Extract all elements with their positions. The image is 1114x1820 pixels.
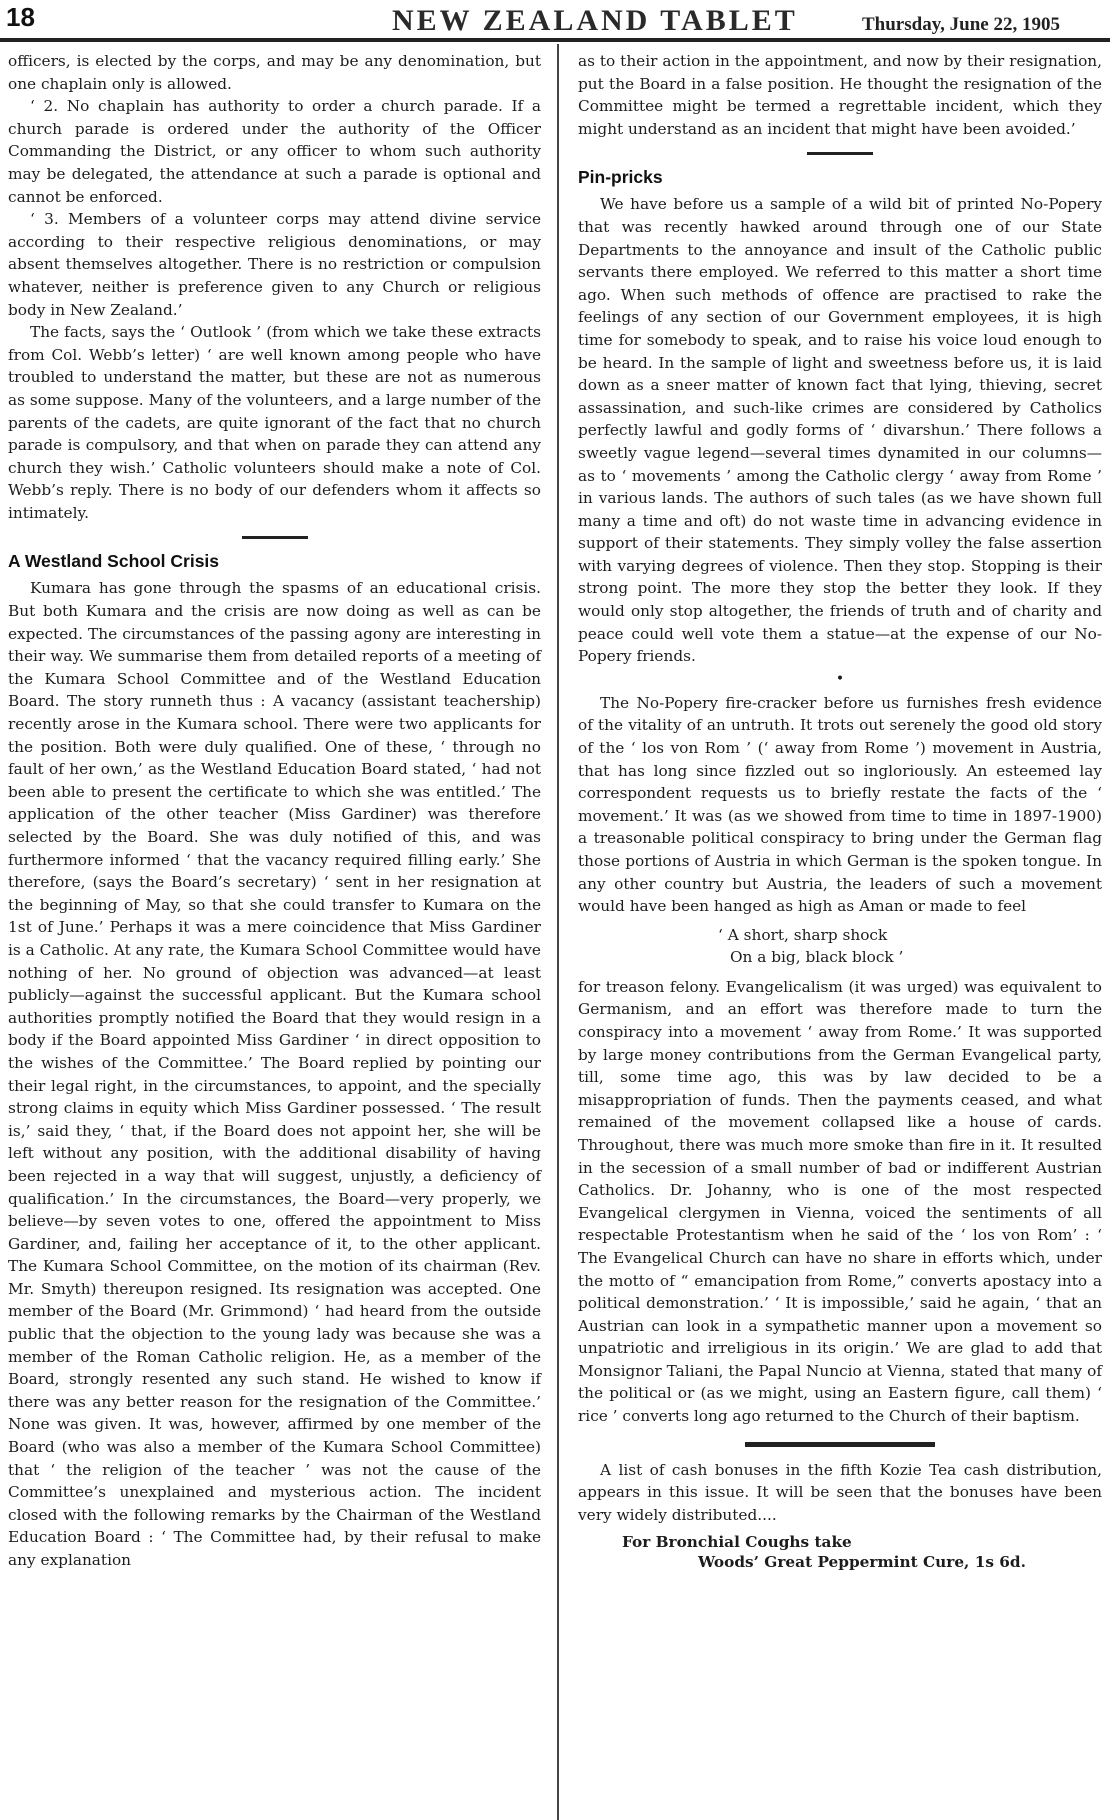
paragraph-rule-2: ‘ 2. No chaplain has authority to order a church parade. If a church parade is ordered under the authority of the Officer Commanding the District, or any officer to whom such authority may be delegated, the attendance at such a parade is optional and cannot be enforced. <box>8 97 541 206</box>
pin-pricks-body-2 <box>578 692 1102 918</box>
heading-westland-school-crisis: A Westland School Crisis <box>8 551 220 572</box>
left-article-body <box>8 50 541 524</box>
page-number: 18 <box>6 2 35 32</box>
westland-article-body <box>8 577 541 1571</box>
verse-quote <box>718 924 1102 968</box>
right-continuation <box>578 50 1102 140</box>
paragraph-pin-pricks-3: for treason felony. Evangelicalism (it was urged) was equivalent to Germanism, and an effort was therefore made to turn the conspiracy into a movement ‘ away from Rome.’ It was supported by large money contributions from the German Evangelical party, till, some time ago, this was by law decided to be a misappropriation of funds. Then the payments ceased, and what remained of the movement collapsed like a house of cards. Throughout, there was much more smoke than fire in it. It resulted in the secession of a small number of bad or indifferent Austrian Catholics. Dr. Johanny, who is one of the most respected Evangelical clergymen in Vienna, voiced the sentiments of all respectable Protestantism when he said of the ‘ los von Rom’ : ‘ The Evangelical Church can have no share in efforts which, under the motto of “ emancipation from Rome,” converts apostacy into a political demonstration.’ ‘ It is impossible,’ said he again, ‘ that an Austrian can look in a sympathetic manner upon a movement so unpatriotic and irreligious in its origin.’ We are glad to add that Monsignor Taliani, the Papal Nuncio at Vienna, stated that many of the political or (as we might, using an Eastern figure, call them) ‘ rice ’ converts long ago returned to the Church of their baptism. <box>578 977 1102 1426</box>
right-column <box>578 50 1102 1572</box>
ad-line-2: Woods’ Great Peppermint Cure, 1s 6d. <box>698 1553 1026 1572</box>
verse-line-1: ‘ A short, sharp shock <box>718 925 888 944</box>
ad-line-1: For Bronchial Coughs take <box>622 1533 852 1552</box>
pin-pricks-body-3 <box>578 976 1102 1428</box>
heading-pin-pricks: Pin-pricks <box>578 167 663 188</box>
paragraph-pin-pricks-1: We have before us a sample of a wild bit of printed No-Popery that was recently hawked around through one of our State Departments to the annoyance and insult of the Catholic public servants there employed. We referred to this matter a short time ago. When such methods of offence are practised to rake the feelings of any section of our Government employees, it is high time for somebody to speak, and to raise his voice loud enough to be heard. In the sample of light and sweetness before us, it is laid down as a sneer matter of known fact that lying, thieving, secret assassination, and such-like crimes are considered by Catholics perfectly lawful and godly forms of ‘ divarshun.’ There follows a sweetly vague legend—several times dynamited in our columns—as to ‘ movements ’ among the Catholic clergy ‘ away from Rome ’ in various lands. The authors of such tales (as we have shown full many a time and oft) do not waste time in advancing evidence in support of their statements. They simply volley the false assertion with varying degrees of violence. Then they stop. Stopping is their strong point. The more they stop the better they look. If they would only stop altogether, the friends of truth and of charity and peace could well vote them a statue—at the expense of our No-Popery friends. <box>578 195 1102 666</box>
header-rule <box>0 38 1110 42</box>
section-rule <box>242 536 308 539</box>
pin-pricks-body <box>578 193 1102 667</box>
issue-date: Thursday, June 22, 1905 <box>862 14 1060 35</box>
paragraph-pin-pricks-2: The No-Popery fire-cracker before us furnishes fresh evidence of the vitality of an untruth. It trots out serenely the good old story of the ‘ los von Rom ’ (‘ away from Rome ’) movement in Austria, that has long since fizzled out so ingloriously. An esteemed lay correspondent requests us to briefly restate the facts of the ‘ movement.’ It was (as we showed from time to time in 1897-1900) a treasonable political conspiracy to bring under the German flag those portions of Austria in which German is the spoken tongue. In any other country but Austria, the leaders of such a movement would have been hanged as high as Aman or made to feel <box>578 693 1102 916</box>
advertisement <box>578 1532 1102 1572</box>
page-header <box>0 0 1114 40</box>
left-column <box>8 50 541 1572</box>
paragraph-continuation: as to their action in the appointment, and now by their resignation, put the Board in a false position. He thought the resignation of the Committee might be termed a regrettable incident, which they might understand as an incident that might have been avoided.’ <box>578 52 1102 138</box>
masthead-title: NEW ZEALAND TABLET <box>392 4 798 37</box>
section-separator: • <box>835 670 845 687</box>
section-rule <box>807 152 873 155</box>
column-divider <box>557 44 559 1820</box>
paragraph-westland: Kumara has gone through the spasms of an educational crisis. But both Kumara and the crisis are now doing as well as can be expected. The circumstances of the passing agony are interesting in their way. We summarise them from detailed reports of a meeting of the Kumara School Committee and of the Westland Education Board. The story runneth thus : A vacancy (assistant teachership) recently arose in the Kumara school. There were two applicants for the position. Both were duly qualified. One of these, ‘ through no fault of her own,’ as the Westland Education Board stated, ‘ had not been able to present the certificate to which she was entitled.’ The application of the other teacher (Miss Gardiner) was therefore selected by the Board. She was duly notified of this, and was furthermore informed ‘ that the vacancy required filling early.’ She therefore, (says the Board’s secretary) ‘ sent in her resignation at the beginning of May, so that she could transfer to Kumara on the 1st of June.’ Perhaps it was a mere coincidence that Miss Gardiner is a Catholic. At any rate, the Kumara School Committee would have nothing of her. No ground of objection was advanced—at least publicly—against the successful applicant. But the Kumara school authorities promptly notified the Board that they would resign in a body if the Board appointed Miss Gardiner ‘ in direct opposition to the wishes of the Committee.’ The Board replied by pointing our their legal right, in the circumstances, to appoint, and the specially strong claims in equity which Miss Gardiner possessed. ‘ The result is,’ said they, ‘ that, if the Board does not appoint her, she will be left without any position, with the additional disability of having been rejected in a way that will suggest, unjustly, a deficiency of qualification.’ In the circumstances, the Board—very properly, we believe—by seven votes to one, offered the appointment to Miss Gardiner, and, failing her acceptance of it, to the other applicant. The Kumara School Committee, on the motion of its chairman (Rev. Mr. Smyth) thereupon resigned. Its resignation was accepted. One member of the Board (Mr. Grimmond) ‘ had heard from the outside public that the objection to the young lady was because she was a member of the Roman Catholic religion. He, as a member of the Board, strongly resented any such stand. He wished to know if there was any better reason for the resignation of the Committee.’ None was given. It was, however, affirmed by one member of the Board (who was also a member of the Kumara School Committee) that ‘ the religion of the teacher ’ was not the cause of the Committee’s unexplained and mysterious action. The incident closed with the following remarks by the Chairman of the Westland Education Board : ‘ The Committee had, by their refusal to make any explanation <box>8 579 541 1569</box>
paragraph-rule-3: ‘ 3. Members of a volunteer corps may attend divine service according to their respective religious denominations, or may absent themselves altogether. There is no restriction or compulsion whatever, neither is preference given to any Church or religious body in New Zealand.’ <box>8 210 541 319</box>
paragraph-kozie-notice: A list of cash bonuses in the fifth Kozie Tea cash distribution, appears in this issue. It will be seen that the bonuses have been very widely distributed.... <box>578 1460 1102 1524</box>
verse-line-2: On a big, black block ’ <box>730 947 904 966</box>
double-rule <box>745 1442 935 1447</box>
notice-block <box>578 1459 1102 1527</box>
paragraph-intro: officers, is elected by the corps, and may be any denomination, but one chaplain only is allowed. <box>8 52 541 93</box>
paragraph-facts: The facts, says the ‘ Outlook ’ (from which we take these extracts from Col. Webb’s letter) ‘ are well known among people who have troubled to understand the matter, but these are not as numerous as some suppose. Many of the volunteers, and a large number of the parents of the cadets, are quite ignorant of the fact that no church parade is compulsory, and that when on parade they can attend any church they wish.’ Catholic volunteers should make a note of Col. Webb’s reply. There is no body of our defenders whom it affects so intimately. <box>8 323 541 522</box>
